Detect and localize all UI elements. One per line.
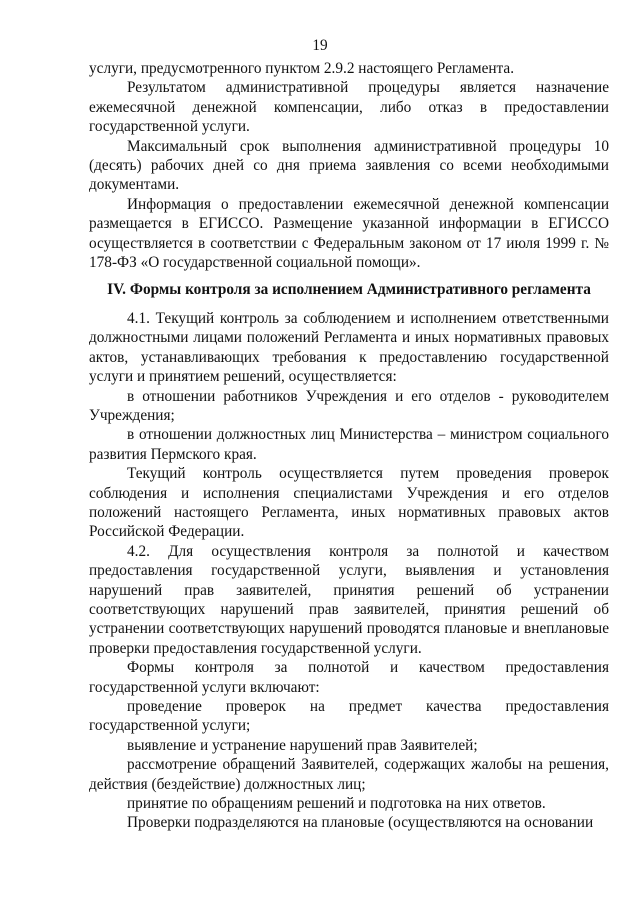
paragraph-continuation: услуги, предусмотренного пунктом 2.9.2 настоящего Регламента. — [89, 60, 515, 77]
section-heading: IV. Формы контроля за исполнением Административного регламента — [107, 281, 591, 299]
paragraph-4-1: 4.1. Текущий контроль за соблюдением и исполнением ответственными должностными лицами положений Регламента и иных нормативных правовых актов, устанавливающих требования к предоставлению государственной услуги и принятием решений, осуществляется: — [89, 309, 609, 386]
paragraph-inspections: Проверки подразделяются на плановые (осуществляются на основании — [127, 814, 594, 832]
paragraph-current-control: Текущий контроль осуществляется путем проведения проверок соблюдения и исполнения специалистами Учреждения и его отделов положений настоящего Регламента, иных нормативных правовых актов Российской Федерации. — [89, 465, 609, 541]
paragraph-control-forms: Формы контроля за полнотой и качеством предоставления государственной услуги включают: — [89, 659, 609, 696]
paragraph-max-term: Максимальный срок выполнения административной процедуры 10 (десять) рабочих дней со дня приема заявления со всеми необходимыми документами. — [89, 137, 609, 194]
paragraph-violations: выявление и устранение нарушений прав Заявителей; — [127, 736, 478, 754]
page-number: 19 — [312, 37, 328, 54]
paragraph-4-2: 4.2. Для осуществления контроля за полнотой и качеством предоставления государственной услуги, выявления и установления нарушений прав заявителей, принятия решений об устранении соответствующих нарушений прав заявителей, принятия решений об устранении соответствующих нарушений проводятся плановые и внеплановые проверки предоставления государственной услуги. — [89, 542, 609, 657]
paragraph-complaints: рассмотрение обращений Заявителей, содержащих жалобы на решения, действия (бездействие) должностных лиц; — [89, 756, 609, 793]
paragraph-quality-checks: проведение проверок на предмет качества предоставления государственной услуги; — [89, 698, 609, 735]
paragraph-egisso: Информация о предоставлении ежемесячной денежной компенсации размещается в ЕГИССО. Размещение указанной информации в ЕГИССО осуществляется в соответствии с Федеральным законом от 17 июля 1999 г. № 178-ФЗ «О государственной социальной помощи». — [89, 195, 609, 272]
document-body — [89, 59, 609, 833]
paragraph-ministry-control: в отношении должностных лиц Министерства – министром социального развития Пермского края. — [89, 426, 609, 463]
paragraph-result: Результатом административной процедуры является назначение ежемесячной денежной компенсации, либо отказ в предоставлении государственной услуги. — [89, 79, 609, 136]
paragraph-institution-control: в отношении работников Учреждения и его отделов - руководителем Учреждения; — [89, 387, 609, 424]
paragraph-decisions: принятие по обращениям решений и подготовка на них ответов. — [127, 795, 546, 813]
